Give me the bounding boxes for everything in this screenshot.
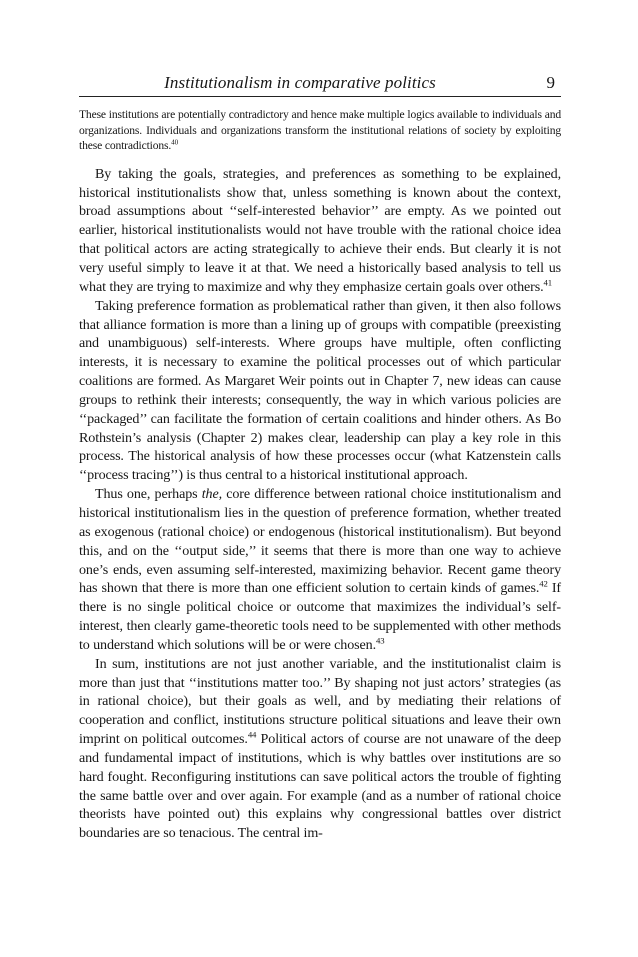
paragraph-2 [79, 297, 561, 485]
block-quote [79, 107, 561, 154]
footnote-ref: 43 [376, 635, 385, 646]
running-header [79, 72, 561, 97]
paragraph-4 [79, 655, 561, 843]
paragraph-text: Political actors of course are not unaware of the deep and fundamental impact of institutions, which is why battles over institutions are so hard fought. Reconfiguring institutions can save political actors the trouble of fighting the same battle over and over again. For example (and as a number of rational choice theorists have pointed out) this explains why congressional battles over district boundaries are so tenacious. The central im- [79, 731, 561, 842]
book-page [79, 72, 561, 843]
paragraph-1 [79, 165, 561, 297]
paragraph-text: If there is no single political choice or outcome that maximizes the individual’s self-interest, then clearly game-theoretic tools need to be supplemented with other methods to understand which solutions will be or were chosen. [79, 580, 561, 653]
paragraph-3 [79, 485, 561, 655]
footnote-ref: 41 [543, 277, 552, 288]
footnote-ref: 44 [247, 729, 257, 740]
footnote-ref: 42 [539, 578, 548, 589]
emphasis-text: the, [201, 486, 223, 503]
paragraph-text: By taking the goals, strategies, and preferences as something to be explained, historical institutionalists show that, unless something is known about the context, broad assumptions about ‘‘self-interested behavior’’ are empty. As we pointed out earlier, historical institutionalists would not have trouble with the rational choice idea that political actors are acting strategically to achieve their ends. But clearly it is not very useful simply to leave it at that. We need a historically based analysis to tell us what they are trying to maximize and why they emphasize certain goals over others. [79, 165, 561, 295]
block-quote-text: These institutions are potentially contradictory and hence make multiple logics available to individuals and organizations. Individuals and organizations transform the institutional relations of society by exploiting these contradictions. [79, 108, 561, 153]
running-title: Institutionalism in comparative politics [164, 73, 436, 92]
paragraph-text: core difference between rational choice institutionalism and historical institutionalism lies in the question of preference formation, whether treated as exogenous (rational choice) or endogenous (historical institutionalism). But beyond this, and on the ‘‘output side,’’ it seems that there is more than one way to achieve one’s ends, even assuming self-interested, maximizing behavior. Recent game theory has shown that there is more than one efficient solution to certain kinds of games. [79, 486, 561, 597]
footnote-ref: 40 [171, 138, 179, 147]
paragraph-text: In sum, institutions are not just another variable, and the institutionalist claim is more than just that ‘‘institutions matter too.’’ By shaping not just actors’ strategies (as in rational choice), but their goals as well, and by mediating their relations of cooperation and conflict, institutions structure political situations and leave their own imprint on political outcomes. [79, 655, 561, 748]
paragraph-text: Thus one, perhaps [95, 486, 202, 503]
paragraph-text: Taking preference formation as problematical rather than given, it then also follows that alliance formation is more than a lining up of groups with compatible (preexisting and unambiguous) self-interests. Where groups have multiple, often conflicting interests, it is necessary to examine the political processes out of which particular coalitions are formed. As Margaret Weir points out in Chapter 7, new ideas can cause groups to rethink their interests; consequently, the way in which various policies are ‘‘packaged’’ can facilitate the formation of certain coalitions and hinder others. As Bo Rothstein’s analysis (Chapter 2) makes clear, leadership can play a key role in this process. The historical analysis of how these processes occur (what Katzenstein calls ‘‘process tracing’’) is thus central to a historical institutional approach. [79, 297, 561, 484]
page-number: 9 [546, 73, 555, 92]
